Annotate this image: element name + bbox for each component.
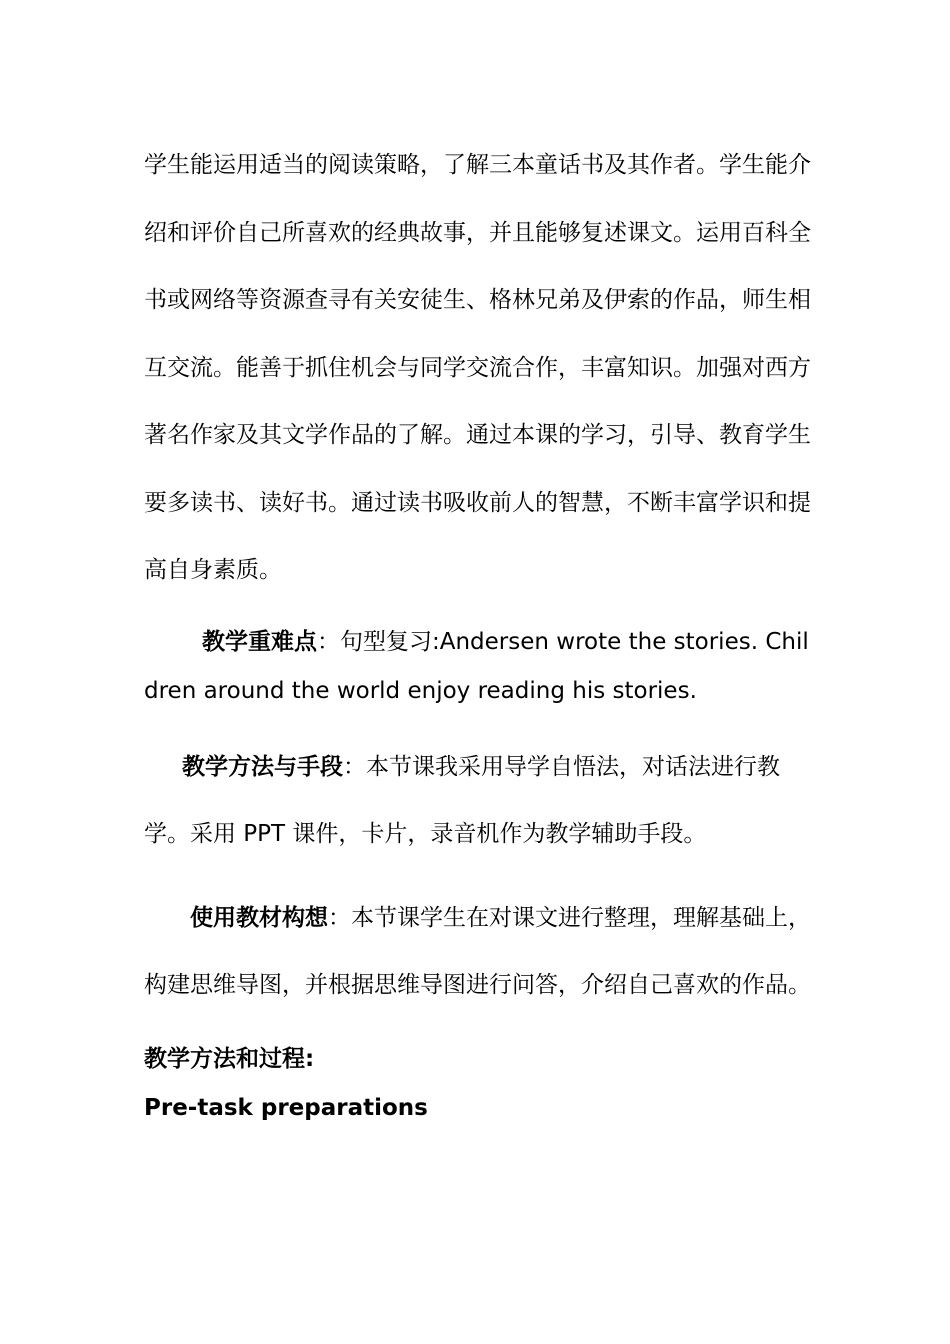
methods-paragraph xyxy=(144,734,816,868)
materials-label: 使用教材构想 xyxy=(190,905,328,931)
methods-label: 教学方法与手段 xyxy=(182,754,343,780)
key-points-text: ：句型复习:Andersen wrote the stories. Children around the world enjoy reading his stories. xyxy=(144,629,809,704)
materials-paragraph xyxy=(144,885,816,1019)
objectives-text: 学生能运用适当的阅读策略，了解三本童话书及其作者。学生能介绍和评价自己所喜欢的经典故事，并且能够复述课文。运用百科全书或网络等资源查寻有关安徒生、格林兄弟及伊索的作品，师生相互交流。能善于抓住机会与同学交流合作，丰富知识。加强对西方著名作家及其文学作品的了解。通过本课的学习，引导、教育学生要多读书、读好书。通过读书吸收前人的智慧，不断丰富学识和提高自身素质。 xyxy=(144,152,811,583)
objectives-paragraph xyxy=(144,132,816,605)
pre-task-heading: Pre-task preparations xyxy=(144,1095,428,1121)
key-points-paragraph xyxy=(144,618,816,716)
process-heading: 教学方法和过程: xyxy=(144,1046,315,1072)
materials-text: ：本节课学生在对课文进行整理，理解基础上，构建思维导图，并根据思维导图进行问答，介绍自己喜欢的作品。 xyxy=(144,905,811,998)
key-points-label: 教学重难点 xyxy=(202,629,317,655)
methods-text: ：本节课我采用导学自悟法，对话法进行教学。采用 PPT 课件，卡片，录音机作为教学辅助手段。 xyxy=(144,754,780,847)
